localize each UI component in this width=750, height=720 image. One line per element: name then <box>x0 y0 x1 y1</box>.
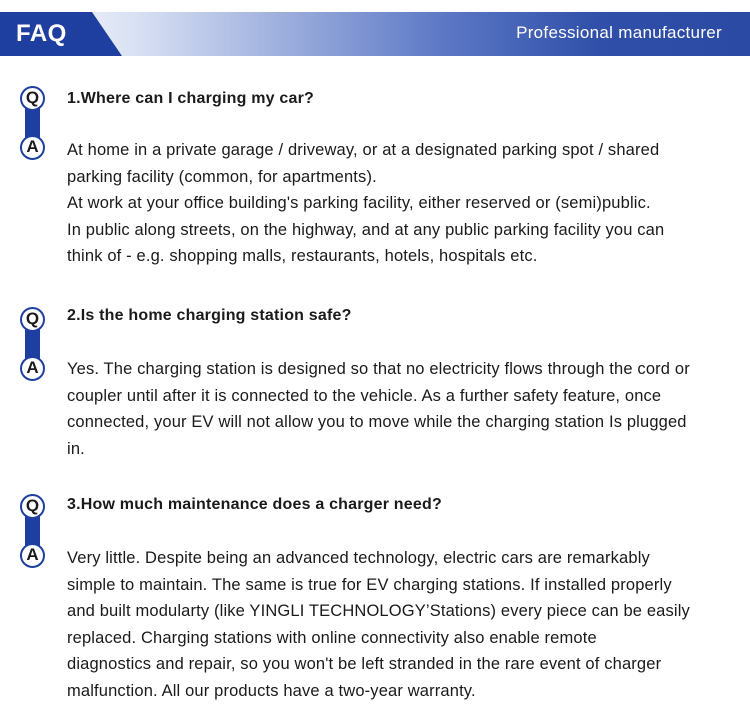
answer-text <box>67 356 737 462</box>
answer-line: think of - e.g. shopping malls, restaurants, hotels, hospitals etc. <box>67 247 538 265</box>
answer-line: At work at your office building's parking facility, either reserved or (semi)public. <box>67 194 651 212</box>
question-text: 2.Is the home charging station safe? <box>67 307 352 324</box>
answer-line: diagnostics and repair, so you won't be left stranded in the rare event of charger <box>67 655 662 673</box>
answer-line: connected, your EV will not allow you to move while the charging station Is plugged <box>67 413 687 431</box>
answer-badge: A <box>20 356 45 381</box>
answer-line: replaced. Charging stations with online connectivity also enable remote <box>67 628 597 647</box>
question-badge: Q <box>20 494 45 519</box>
answer-line: and built modularty (like YINGLI TECHNOLOGY’Stations) every piece can be easily <box>67 602 690 620</box>
answer-line: At home in a private garage / driveway, or at a designated parking spot / shared <box>67 141 660 159</box>
question-text: 3.How much maintenance does a charger need? <box>67 496 442 513</box>
answer-text <box>67 545 737 704</box>
answer-line: In public along streets, on the highway, and at any public parking facility you can <box>67 220 665 239</box>
answer-line: malfunction. All our products have a two-year warranty. <box>67 681 476 700</box>
answer-line: Very little. Despite being an advanced technology, electric cars are remarkably <box>67 549 650 567</box>
header-subtitle: Professional manufacturer <box>516 23 722 42</box>
answer-line: simple to maintain. The same is true for EV charging stations. If installed properly <box>67 575 672 594</box>
answer-line: coupler until after it is connected to the vehicle. As a further safety feature, once <box>67 386 662 405</box>
answer-line: parking facility (common, for apartments). <box>67 167 377 186</box>
page-title: FAQ <box>16 20 67 47</box>
question-text: 1.Where can I charging my car? <box>67 90 314 107</box>
faq-header <box>0 12 750 56</box>
answer-text <box>67 137 737 270</box>
question-badge: Q <box>20 86 45 111</box>
answer-line: in. <box>67 439 85 458</box>
answer-badge: A <box>20 543 45 568</box>
answer-badge: A <box>20 135 45 160</box>
answer-line: Yes. The charging station is designed so that no electricity flows through the cord or <box>67 360 690 378</box>
question-badge: Q <box>20 307 45 332</box>
